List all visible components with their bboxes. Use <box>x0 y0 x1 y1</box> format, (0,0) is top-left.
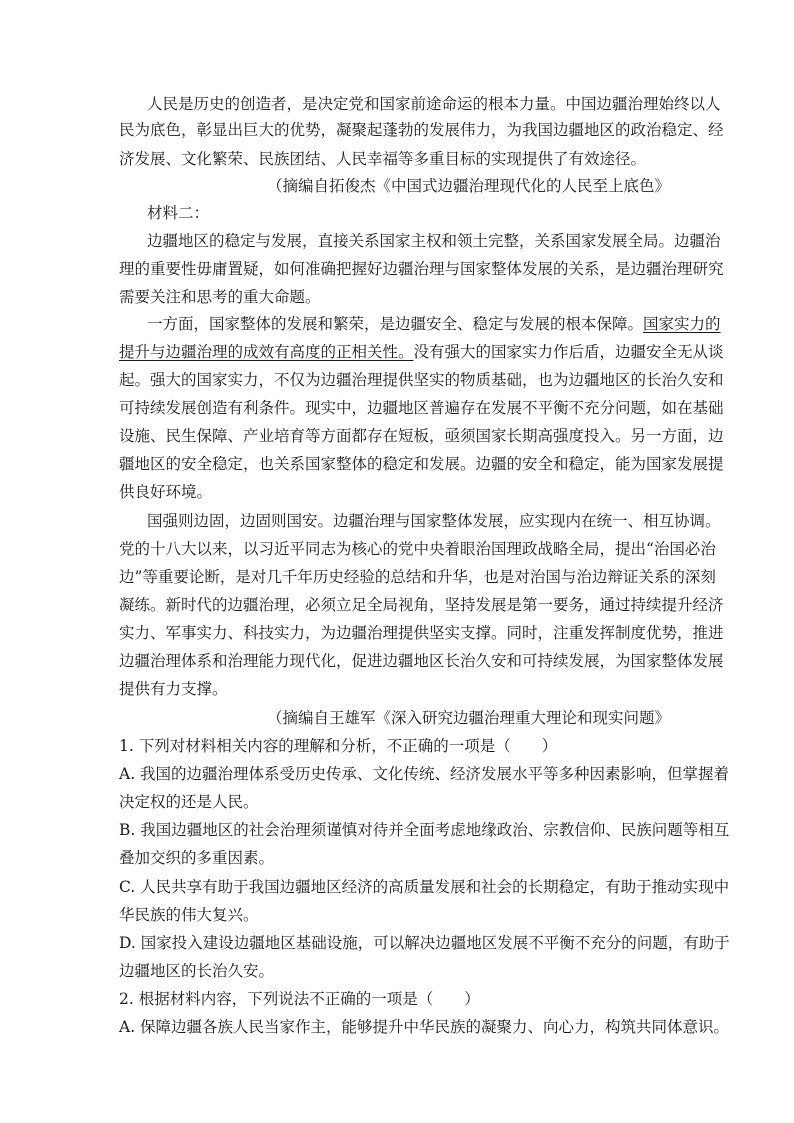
material2-p2-line-1 <box>147 311 721 337</box>
material2-p2-line-5: 设施、民生保障、产业培育等方面都存在短板，亟须国家长期高强度投入。另一方面，边 <box>119 427 724 445</box>
material2-source: （摘编自王雄军《深入研究边疆治理重大理论和现实问题》 <box>266 709 670 727</box>
question1-option-d-line-1: D. 国家投入建设边疆地区基础设施，可以解决边疆地区发展不平衡不充分的问题，有助于 <box>119 934 730 952</box>
question1-option-c-line-2: 华民族的伟大复兴。 <box>119 906 259 924</box>
question1-option-b-line-2: 叠加交织的多重因素。 <box>119 849 275 867</box>
question2-stem: 2. 根据材料内容，下列说法不正确的一项是（ ） <box>119 990 480 1008</box>
p2-key-sentence-end: 提升与边疆治理的成效有高度的正相关性。 <box>119 343 414 361</box>
material1-line-2: 民为底色，彰显出巨大的优势，凝聚起蓬勃的发展伟力，为我国边疆地区的政治稳定、经 <box>119 121 724 139</box>
material2-p2-line-3: 起。强大的国家实力，不仅为边疆治理提供坚实的物质基础，也为边疆地区的长治久安和 <box>119 371 724 389</box>
question1-option-a-line-2: 决定权的还是人民。 <box>119 793 259 811</box>
p2-line2-plain: 没有强大的国家实力作后盾，边疆安全无从谈 <box>413 343 724 361</box>
question1-option-c-line-1: C. 人民共享有助于我国边疆地区经济的高质量发展和社会的长期稳定，有助于推动实现中 <box>119 878 730 896</box>
material2-p2-line-4: 可持续发展创造有利条件。现实中，边疆地区普遍存在发展不平衡不充分问题，如在基础 <box>119 399 724 417</box>
material1-line-3: 济发展、文化繁荣、民族团结、人民幸福等多重目标的实现提供了有效途径。 <box>119 150 647 168</box>
p2-key-sentence-start: 国家实力的 <box>643 315 721 333</box>
material2-p1-line-1: 边疆地区的稳定与发展，直接关系国家主权和领土完整，关系国家发展全局。边疆治 <box>147 232 721 250</box>
material1-line-1: 人民是历史的创造者，是决定党和国家前途命运的根本力量。中国边疆治理始终以人 <box>147 95 721 113</box>
question1-stem: 1. 下列对材料相关内容的理解和分析，不正确的一项是（ ） <box>119 737 558 755</box>
material2-p3-line-7: 提供有力支撑。 <box>119 680 228 698</box>
material2-p3-line-4: 凝练。新时代的边疆治理，必须立足全局视角，坚持发展是第一要务，通过持续提升经济 <box>119 596 724 614</box>
question1-option-a-line-1: A. 我国的边疆治理体系受历史传承、文化传统、经济发展水平等多种因素影响，但掌握着 <box>119 765 730 783</box>
material2-p3-line-5: 实力、军事实力、科技实力，为边疆治理提供坚实支撑。同时，注重发挥制度优势，推进 <box>119 624 724 642</box>
question1-option-b-line-1: B. 我国边疆地区的社会治理须谨慎对待并全面考虑地缘政治、宗教信仰、民族问题等相互 <box>119 821 730 839</box>
material2-p1-line-2: 理的重要性毋庸置疑，如何准确把握好边疆治理与国家整体发展的关系，是边疆治理研究 <box>119 260 724 278</box>
material2-p3-line-2: 党的十八大以来，以习近平同志为核心的党中央着眼治国理政战略全局，提出“治国必治 <box>119 540 716 558</box>
question1-option-d-line-2: 边疆地区的长治久安。 <box>119 962 275 980</box>
material2-p2-line-2 <box>119 339 724 365</box>
material2-p2-line-6: 疆地区的安全稳定，也关系国家整体的稳定和发展。边疆的安全和稳定，能为国家发展提 <box>119 455 724 473</box>
material2-p3-line-3: 边”等重要论断，是对几千年历史经验的总结和升华，也是对治国与治边辩证关系的深刻 <box>119 568 716 586</box>
p2-line1-plain: 一方面，国家整体的发展和繁荣，是边疆安全、稳定与发展的根本保障。 <box>147 315 644 333</box>
material2-heading: 材料二： <box>147 204 210 222</box>
material2-p3-line-1: 国强则边固，边固则国安。边疆治理与国家整体发展，应实现内在统一、相互协调。 <box>147 512 721 530</box>
question2-option-a: A. 保障边疆各族人民当家作主，能够提升中华民族的凝聚力、向心力，构筑共同体意识。 <box>119 1018 730 1036</box>
material2-p2-line-7: 供良好环境。 <box>119 483 213 501</box>
material1-source: （摘编自拓俊杰《中国式边疆治理现代化的人民至上底色》 <box>266 177 670 195</box>
material2-p1-line-3: 需要关注和思考的重大命题。 <box>119 288 321 306</box>
material2-p3-line-6: 边疆治理体系和治理能力现代化，促进边疆地区长治久安和可持续发展，为国家整体发展 <box>119 652 724 670</box>
